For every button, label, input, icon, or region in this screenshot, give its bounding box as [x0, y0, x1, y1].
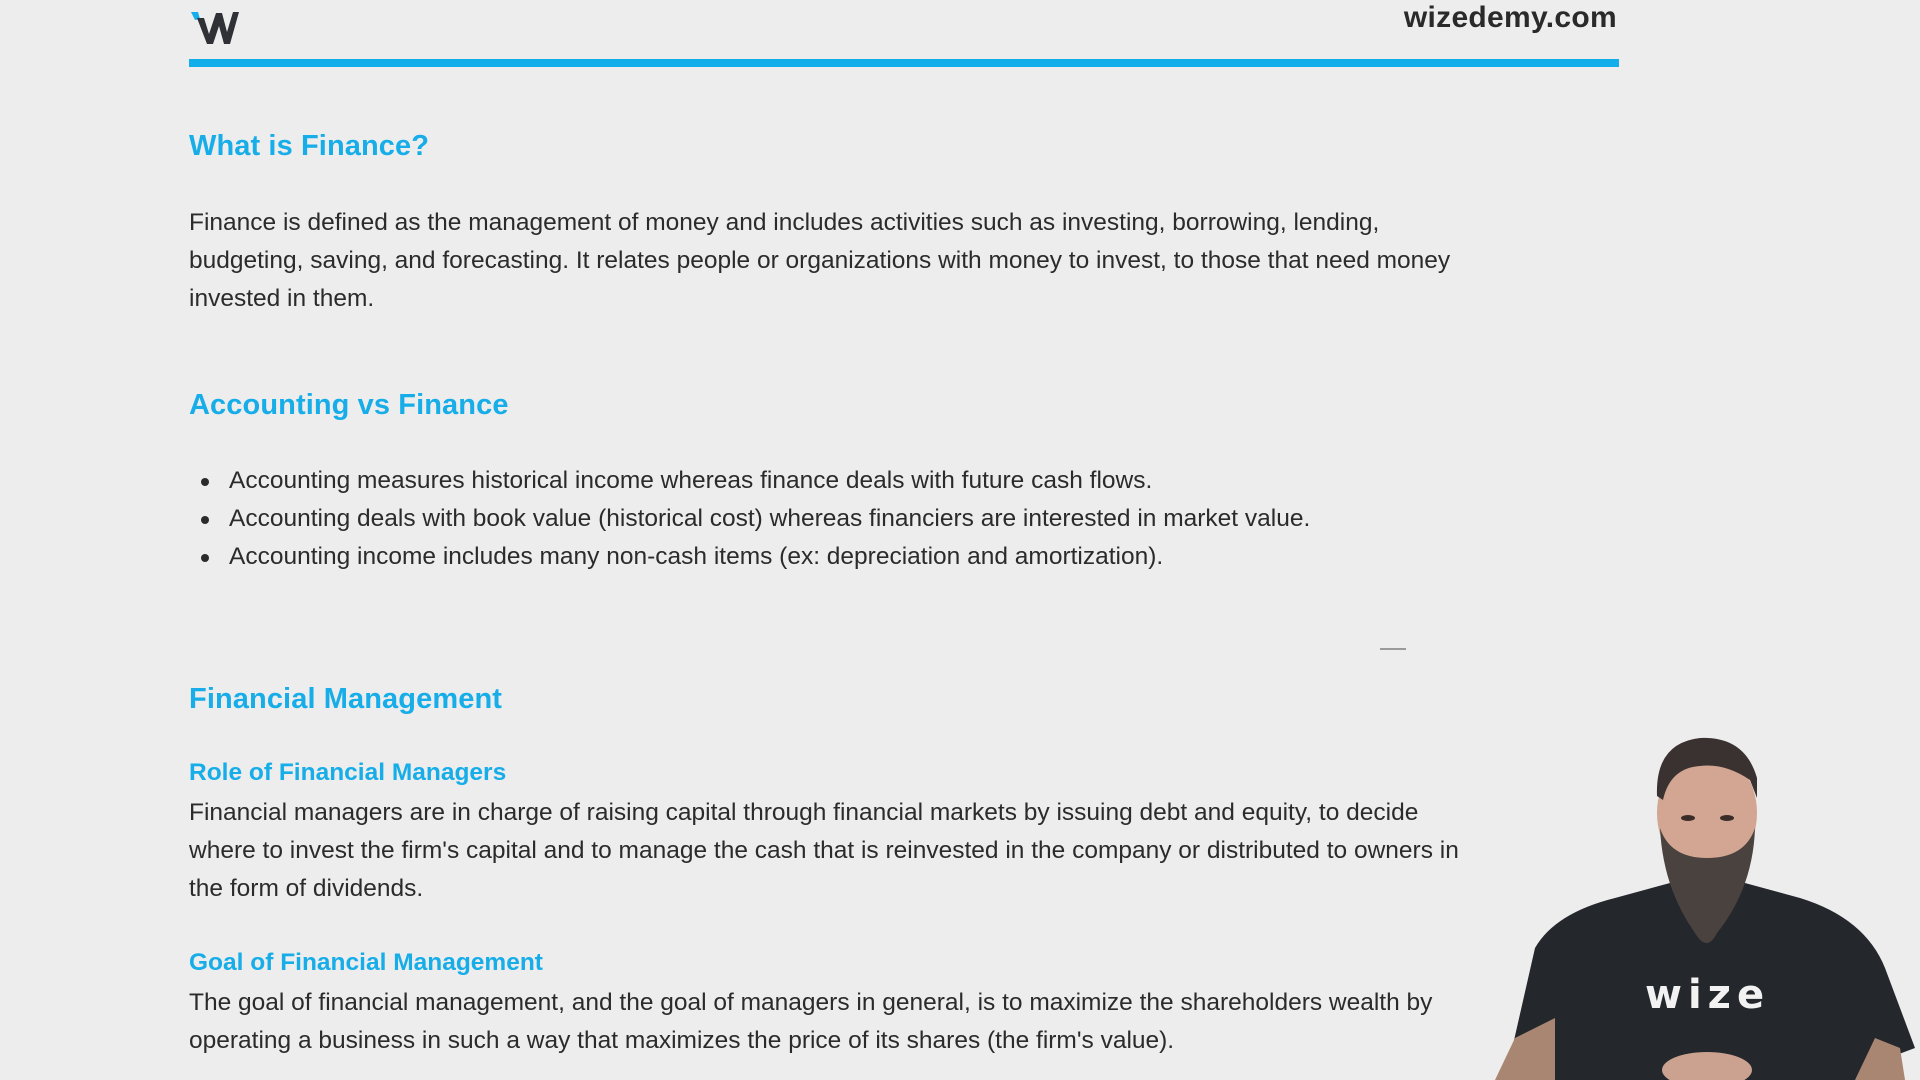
bullet-icon [201, 516, 209, 524]
heading-accounting-vs-finance: Accounting vs Finance [189, 389, 509, 421]
subheading-goal-of-financial-management: Goal of Financial Management [189, 949, 543, 976]
paragraph-line: invested in them. [189, 285, 375, 312]
presenter-video [1495, 718, 1920, 1080]
role-paragraph [189, 794, 1609, 908]
paragraph-line: the form of dividends. [189, 875, 424, 902]
wizedemy-logo-icon [189, 10, 239, 46]
paragraph-line: Financial managers are in charge of raising capital through financial markets by issuing debt and equity, to decide [189, 799, 1419, 826]
bullet-icon [201, 478, 209, 486]
heading-what-is-finance: What is Finance? [189, 130, 430, 162]
list-item [189, 462, 1310, 500]
accounting-vs-finance-list [189, 462, 1310, 576]
presenter-shirt-text: wize [1645, 972, 1771, 1018]
paragraph-line: where to invest the firm's capital and to manage the cash that is reinvested in the company or distributed to owners in [189, 837, 1459, 864]
heading-financial-management: Financial Management [189, 683, 503, 715]
paragraph-line: budgeting, saving, and forecasting. It relates people or organizations with money to invest, to those that need money [189, 247, 1451, 274]
paragraph-line: Finance is defined as the management of money and includes activities such as investing, borrowing, lending, [189, 209, 1380, 236]
list-item-text: Accounting deals with book value (historical cost) whereas financiers are interested in market value. [229, 505, 1311, 532]
paragraph-line: operating a business in such a way that maximizes the price of its shares (the firm's value). [189, 1027, 1175, 1054]
goal-paragraph [189, 984, 1609, 1060]
site-domain: wizedemy.com [1403, 1, 1617, 34]
list-item [189, 500, 1310, 538]
bullet-icon [201, 554, 209, 562]
paragraph-line: The goal of financial management, and the goal of managers in general, is to maximize the shareholders wealth by [189, 989, 1433, 1016]
subheading-role-of-financial-managers: Role of Financial Managers [189, 759, 507, 786]
header-accent-bar [189, 59, 1619, 67]
list-item [189, 538, 1310, 576]
list-item-text: Accounting income includes many non-cash items (ex: depreciation and amortization). [229, 543, 1164, 570]
finance-definition-paragraph [189, 204, 1609, 318]
list-item-text: Accounting measures historical income whereas finance deals with future cash flows. [229, 467, 1153, 494]
stray-dash-mark [1380, 648, 1406, 650]
